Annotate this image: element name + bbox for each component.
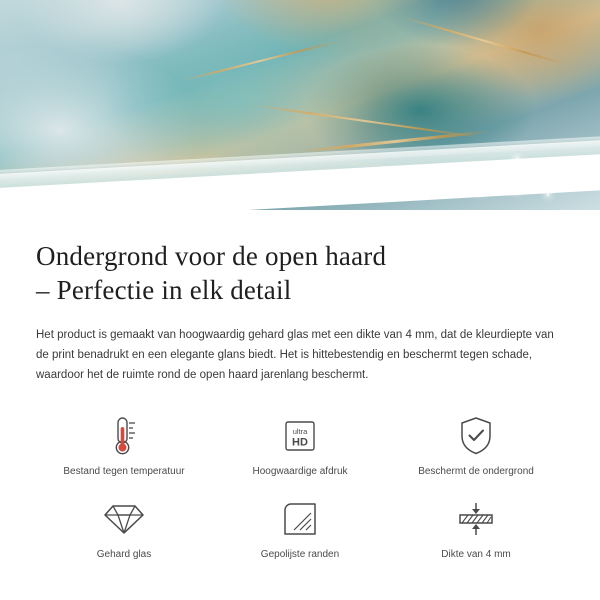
feature-item-thickness (388, 494, 564, 567)
svg-text:ultra: ultra (292, 427, 308, 436)
product-description-paragraph: Het product is gemaakt van hoogwaardig gehard glas met een dikte van 4 mm, dat de kleurdiepte van de print benadrukt en een elegante glans biedt. Het is hittebestendig en beschermt tegen schade, waardoor het de ruimte rond de open haard jarenlang beschermt. (36, 329, 554, 381)
feature-label: Hoogwaardige afdruk (252, 466, 348, 477)
diamond-icon (103, 498, 145, 540)
feature-item-tempered-glass (36, 494, 212, 567)
svg-text:HD: HD (292, 436, 308, 449)
feature-grid (36, 411, 564, 567)
feature-item-print-quality (212, 411, 388, 484)
feature-label: Gepolijste randen (260, 549, 340, 560)
page-title-line-2: – Perfectie in elk detail (36, 275, 292, 305)
feature-item-temperature (36, 411, 212, 484)
ultra-hd-icon (280, 415, 320, 457)
page-title-line-1: Ondergrond voor de open haard (36, 241, 387, 271)
feature-item-polished-edges (212, 494, 388, 567)
shield-check-icon (457, 415, 495, 457)
feature-label: Gehard glas (96, 549, 152, 560)
polished-edges-icon (281, 498, 319, 540)
hero-product-image (0, 0, 600, 225)
thermometer-icon (107, 415, 141, 457)
page-title (36, 239, 564, 307)
content-area (0, 239, 600, 567)
thickness-4mm-icon (454, 498, 498, 540)
feature-label: Beschermt de ondergrond (418, 466, 534, 477)
feature-label: Bestand tegen temperatuur (63, 466, 185, 477)
feature-label: Dikte van 4 mm (441, 549, 511, 560)
feature-item-surface-protection (388, 411, 564, 484)
